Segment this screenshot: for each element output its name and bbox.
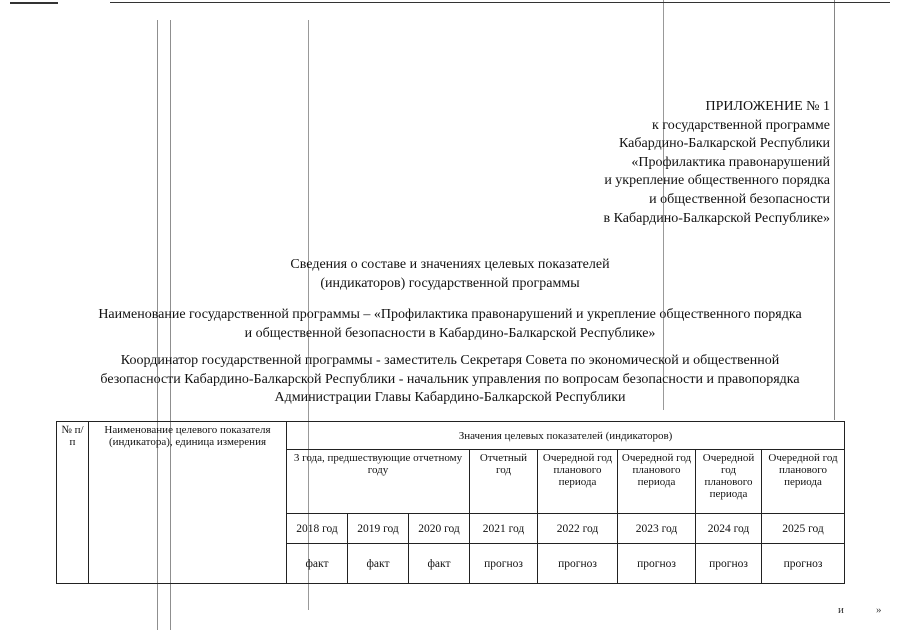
value-type-cell: прогноз — [696, 544, 762, 584]
header-number: № п/п — [57, 422, 89, 584]
year-cell: 2023 год — [618, 514, 696, 544]
header-previous-years: 3 года, предшествующие отчетному году — [287, 450, 470, 514]
year-cell: 2021 год — [470, 514, 538, 544]
scan-top-line-right — [110, 2, 890, 3]
coordinator-line: Администрации Главы Кабардино-Балкарской Республики — [274, 390, 626, 406]
value-type-cell: прогноз — [762, 544, 845, 584]
value-type-cell: факт — [409, 544, 470, 584]
header-next-year-4: Очередной год планового периода — [762, 450, 845, 514]
title-line: (индикаторов) государственной программы — [320, 275, 580, 291]
appendix-line: и общественной безопасности — [649, 191, 830, 207]
appendix-line: «Профилактика правонарушений — [631, 154, 830, 170]
value-type-cell: прогноз — [618, 544, 696, 584]
page-mark-left: и — [838, 604, 844, 616]
appendix-line: и укрепление общественного порядка — [604, 173, 830, 189]
page-mark-right: » — [876, 604, 882, 616]
value-type-cell: прогноз — [470, 544, 538, 584]
year-cell: 2019 год — [348, 514, 409, 544]
program-name — [40, 306, 860, 343]
coordinator-line: Координатор государственной программы - заместитель Секретаря Совета по экономической и общественной — [120, 353, 780, 368]
coordinator-line: безопасности Кабардино-Балкарской Республики - начальник управления по вопросам безопасности и правопорядка — [100, 371, 800, 387]
header-next-year-2: Очередной год планового периода — [618, 450, 696, 514]
program-line: и общественной безопасности в Кабардино-Балкарской Республике» — [244, 325, 656, 341]
year-cell: 2020 год — [409, 514, 470, 544]
scan-top-line-left — [10, 2, 58, 4]
header-report-year: Отчетный год — [470, 450, 538, 514]
document-title — [40, 256, 860, 293]
program-coordinator — [40, 352, 860, 408]
year-cell: 2018 год — [287, 514, 348, 544]
value-type-cell: факт — [348, 544, 409, 584]
year-cell: 2025 год — [762, 514, 845, 544]
appendix-line: в Кабардино-Балкарской Республике» — [603, 210, 830, 226]
value-type-cell: факт — [287, 544, 348, 584]
appendix-line: Кабардино-Балкарской Республики — [619, 136, 830, 152]
indicators-table — [56, 421, 845, 584]
appendix-line: к государственной программе — [652, 117, 830, 133]
program-line: Наименование государственной программы – «Профилактика правонарушений и укрепление общественного порядка — [98, 307, 802, 322]
year-cell: 2024 год — [696, 514, 762, 544]
header-next-year-3: Очередной год планового периода — [696, 450, 762, 514]
appendix-header — [540, 98, 830, 228]
header-indicator-name: Наименование целевого показателя (индикатора), единица измерения — [89, 422, 287, 584]
value-type-cell: прогноз — [538, 544, 618, 584]
header-values: Значения целевых показателей (индикаторов) — [287, 422, 845, 450]
header-next-year-1: Очередной год планового периода — [538, 450, 618, 514]
appendix-line: ПРИЛОЖЕНИЕ № 1 — [705, 99, 830, 114]
year-cell: 2022 год — [538, 514, 618, 544]
title-line: Сведения о составе и значениях целевых показателей — [290, 257, 610, 272]
